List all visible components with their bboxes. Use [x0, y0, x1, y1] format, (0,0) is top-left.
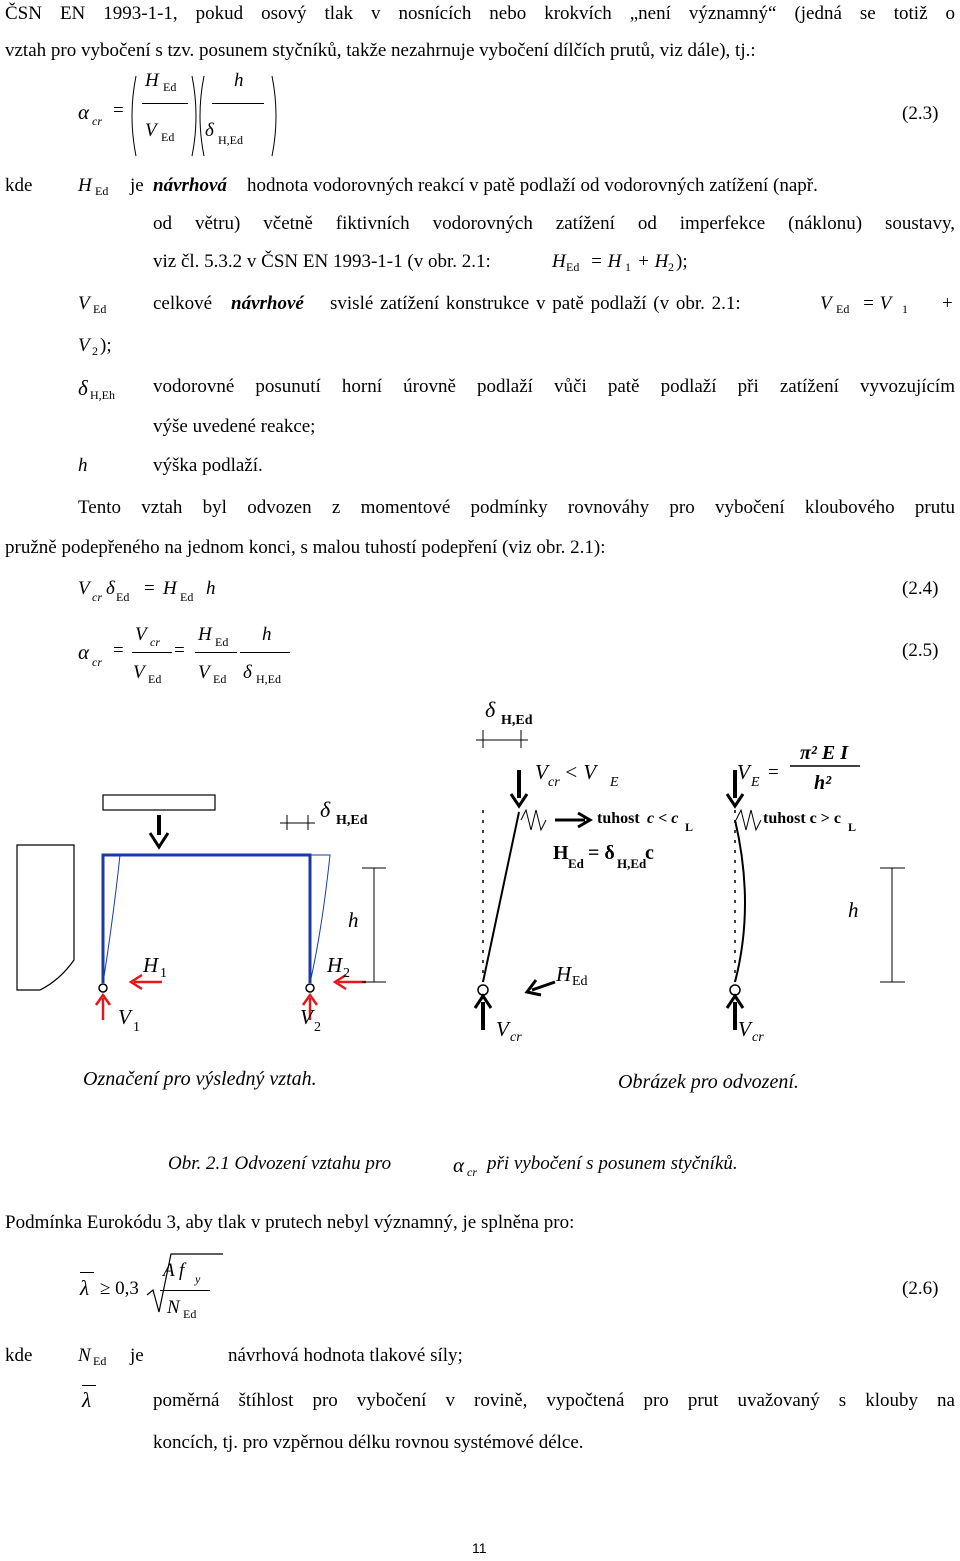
intro-line-1: ČSN EN 1993-1-1, pokud osový tlak v nosnících nebo krokvích „není významný“ (jedná se totiž o — [5, 3, 955, 24]
intro-line-2: vztah pro vybočení s tzv. posunem styčníků, takže nezahrnuje vybočení dílčích prutů, viz dále), tj.: — [5, 40, 756, 61]
figure-left-caption: Označení pro výsledný vztah. — [83, 1068, 317, 1090]
condition-text: Podmínka Eurokódu 3, aby tlak v prutech nebyl významný, je splněna pro: — [5, 1212, 575, 1233]
para2-line-2: pružně podepřeného na jednom konci, s malou tuhostí podepření (viz obr. 2.1): — [5, 537, 606, 558]
para2-line-1: Tento vztah byl odvozen z momentové podmínky rovnováhy pro vybočení kloubového prutu — [78, 497, 955, 518]
left-frame-diagram — [17, 795, 386, 1020]
figure-right-caption: Obrázek pro odvození. — [618, 1071, 799, 1093]
page-number: 11 — [472, 1540, 487, 1556]
